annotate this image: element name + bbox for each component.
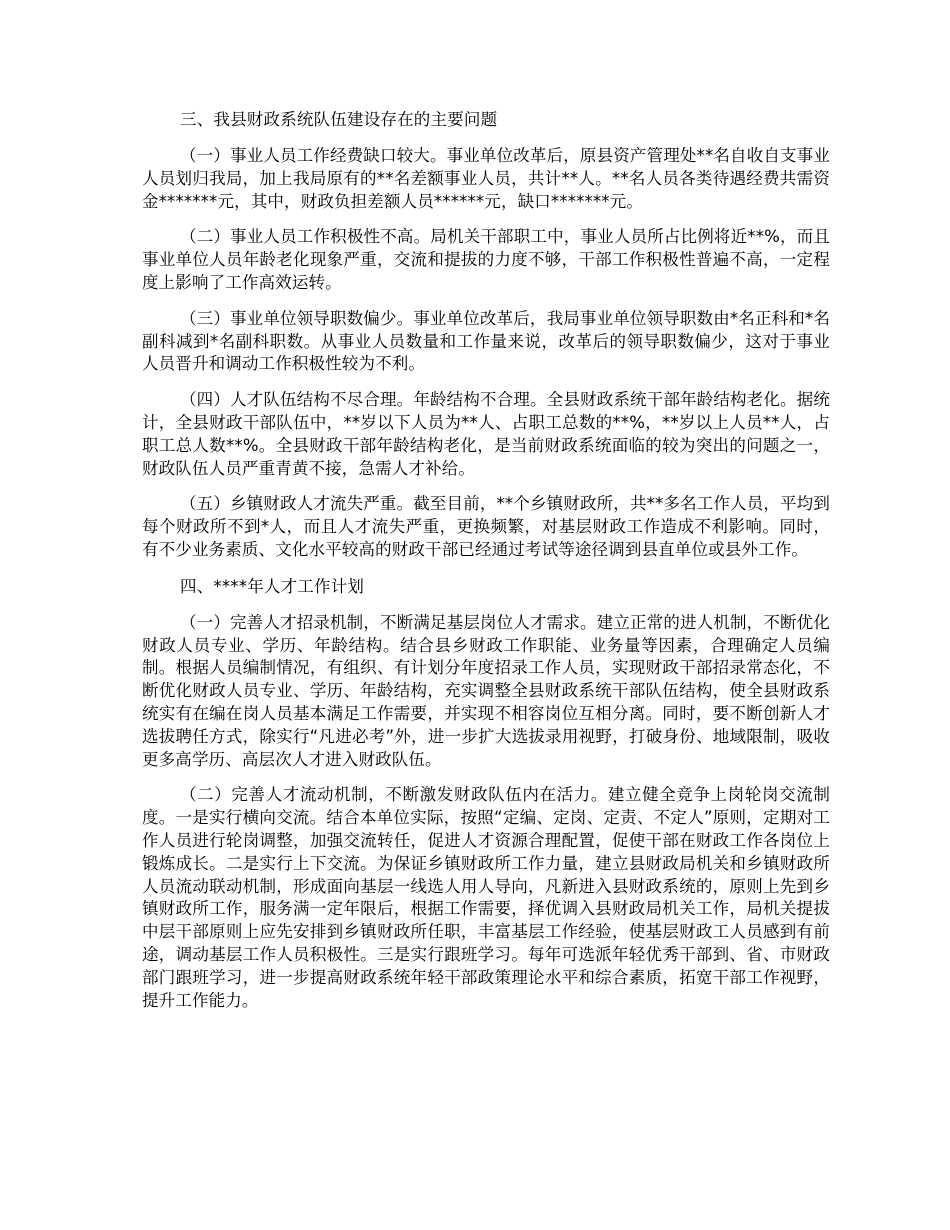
paragraph-low-enthusiasm: （二）事业人员工作积极性不高。局机关干部职工中，事业人员所占比例将近**%，而且事业单位人员年龄老化现象严重，交流和提拔的力度不够，干部工作积极性普遍不高，一定程度上影响了工作高效运转。 [142, 227, 830, 292]
document-page [142, 108, 830, 1025]
paragraph-leadership-posts: （三）事业单位领导职数偏少。事业单位改革后，我局事业单位领导职数由*名正科和*名副科减到*名副科职数。从事业人员数量和工作量来说，改革后的领导职数偏少，这对于事业人员晋升和调动工作积极性较为不利。 [142, 308, 830, 374]
paragraph-mobility: （二）完善人才流动机制，不断激发财政队伍内在活力。建立健全竞争上岗轮岗交流制度。一是实行横向交流。结合本单位实际，按照“定编、定岗、定责、不定人”原则，定期对工作人员进行轮岗调整，加强交流转任，促进人才资源合理配置，促使干部在财政工作各岗位上锻炼成长。二是实行上下交流。为保证乡镇财政所工作力量，建立县财政局机关和乡镇财政所人员流动联动机制，形成面向基层一线选人用人导向，凡新进入县财政系统的，原则上先到乡镇财政所工作，服务满一定年限后，根据工作需要，择优调入县财政局机关工作，局机关提拔中层干部原则上应先安排到乡镇财政所任职，丰富基层工作经验，使基层财政工人员感到有前途，调动基层工作人员积极性。三是实行跟班学习。每年可选派年轻优秀干部到、省、市财政部门跟班学习，进一步提高财政系统年轻干部政策理论水平和综合素质，拓宽干部工作视野，提升工作能力。 [142, 785, 830, 1010]
section-heading-plan: 四、****年人才工作计划 [180, 576, 365, 596]
paragraph-talent-loss: （五）乡镇财政人才流失严重。截至目前，**个乡镇财政所，共**多名工作人员，平均到每个财政所不到*人，而且人才流失严重，更换频繁，对基层财政工作造成不利影响。同时，有不少业务素质、文化水平较高的财政干部已经通过考试等途径调到县直单位或县外工作。 [142, 494, 830, 559]
paragraph-recruitment: （一）完善人才招录机制，不断满足基层岗位人才需求。建立正常的进人机制，不断优化财政人员专业、学历、年龄结构。结合县乡财政工作职能、业务量等因素，合理确定人员编制。根据人员编制情况，有组织、有计划分年度招录工作人员，实现财政干部招录常态化，不断优化财政人员专业、学历、年龄结构，充实调整全县财政系统干部队伍结构，使全县财政系统实有在编在岗人员基本满足工作需要，并实现不相容岗位互相分离。同时，要不断创新人才选拔聘任方式，除实行“凡进必考”外，进一步扩大选拔录用视野，打破身份、地域限制，吸收更多高学历、高层次人才进入财政队伍。 [142, 612, 830, 769]
paragraph-talent-structure: （四）人才队伍结构不尽合理。年龄结构不合理。全县财政系统干部年龄结构老化。据统计，全县财政干部队伍中，**岁以下人员为**人、占职工总数的**%，**岁以上人员**人，占职工总人数**%。全县财政干部年龄结构老化，是当前财政系统面临的较为突出的问题之一，财政队伍人员严重青黄不接，急需人才补给。 [142, 390, 830, 478]
paragraph-funding-gap: （一）事业人员工作经费缺口较大。事业单位改革后，原县资产管理处**名自收自支事业人员划归我局，加上我局原有的**名差额事业人员，共计**人。**名人员各类待遇经费共需资金*******元，其中，财政负担差额人员******元，缺口*******元。 [142, 146, 830, 211]
section-heading-problems: 三、我县财政系统队伍建设存在的主要问题 [180, 110, 498, 129]
